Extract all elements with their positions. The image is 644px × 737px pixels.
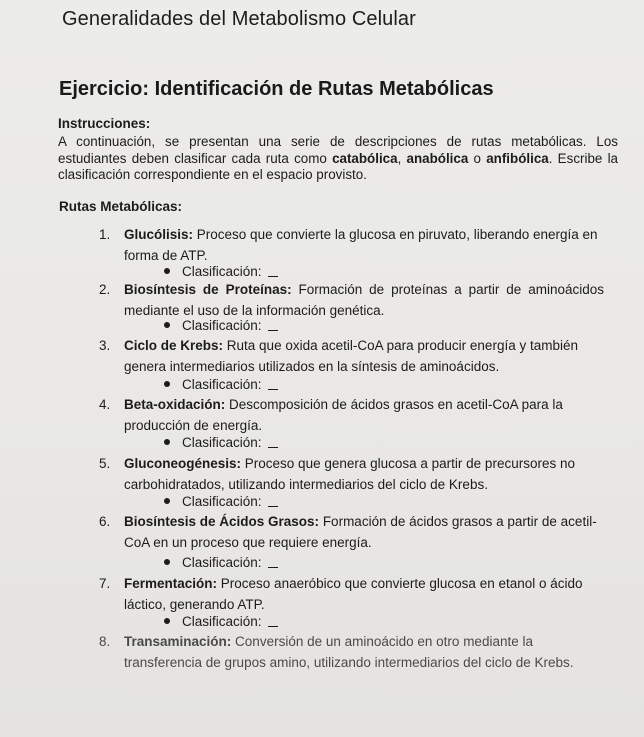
route-description: Proceso anaeróbico que convierte glucosa en etanol o ácido láctico, generando ATP.: [124, 576, 583, 612]
route-name: Biosíntesis de Ácidos Grasos:: [124, 514, 320, 529]
route-name: Biosíntesis de Proteínas:: [124, 282, 292, 297]
route-description: Proceso que genera glucosa a partir de precursores no carbohidratados, utilizando intermediarios del ciclo de Krebs.: [124, 456, 575, 492]
page-title: Generalidades del Metabolismo Celular: [62, 8, 416, 30]
keyword-catabolica: catabólica: [332, 150, 398, 166]
instructions-text: A continuación, se presentan una serie de descripciones de rutas metabólicas. Los estudiantes deben clasificar cada ruta como catabólica, anabólica o anfibólica. Escribe la clasificación correspondiente en el espacio provisto.: [58, 134, 618, 182]
bullet-icon: [164, 439, 170, 445]
bullet-icon: [164, 498, 170, 504]
classification-field[interactable]: Clasificación:: [164, 318, 278, 333]
answer-blank[interactable]: [268, 625, 278, 627]
route-name: Fermentación:: [124, 576, 218, 591]
route-description: Formación de proteínas a partir de aminoácidos mediante el uso de la información genética.: [124, 282, 605, 318]
list-item: 8. Transaminación: Conversión de un aminoácido en otro mediante la transferencia de grupos amino, utilizando intermediarios del ciclo de Krebs.: [99, 634, 574, 670]
instructions-heading: Instrucciones:: [58, 116, 151, 131]
classification-field[interactable]: Clasificación:: [164, 435, 278, 450]
routes-heading: Rutas Metabólicas:: [59, 199, 183, 214]
list-item: 2. Biosíntesis de Proteínas: Formación de proteínas a partir de aminoácidos mediante el uso de la información genética.: [99, 282, 605, 318]
bullet-icon: [164, 381, 170, 387]
bullet-icon: [164, 618, 170, 624]
classification-field[interactable]: Clasificación:: [164, 555, 278, 570]
route-description: Proceso que convierte la glucosa en piruvato, liberando energía en forma de ATP.: [124, 227, 598, 263]
answer-blank[interactable]: [268, 275, 278, 277]
list-item: 7. Fermentación: Proceso anaeróbico que convierte glucosa en etanol o ácido láctico, generando ATP.: [99, 576, 583, 612]
list-item: 5. Gluconeogénesis: Proceso que genera glucosa a partir de precursores no carbohidratados, utilizando intermediarios del ciclo de Krebs.: [99, 456, 575, 492]
list-item: 6. Biosíntesis de Ácidos Grasos: Formación de ácidos grasos a partir de acetil-CoA en un proceso que requiere energía.: [99, 514, 597, 550]
classification-field[interactable]: Clasificación:: [164, 264, 278, 279]
bullet-icon: [164, 559, 170, 565]
route-name: Ciclo de Krebs:: [124, 338, 224, 353]
route-description: Formación de ácidos grasos a partir de acetil-CoA en un proceso que requiere energía.: [124, 514, 597, 550]
route-description: Ruta que oxida acetil-CoA para producir energía y también genera intermediarios utilizados en la síntesis de aminoácidos.: [124, 338, 578, 374]
route-name: Beta-oxidación:: [124, 397, 226, 412]
list-item: 3. Ciclo de Krebs: Ruta que oxida acetil-CoA para producir energía y también genera intermediarios utilizados en la síntesis de aminoácidos.: [99, 338, 578, 374]
exercise-title: Ejercicio: Identificación de Rutas Metabólicas: [59, 78, 494, 100]
keyword-anabolica: anabólica: [406, 150, 469, 166]
bullet-icon: [164, 268, 170, 274]
route-description: Conversión de un aminoácido en otro mediante la transferencia de grupos amino, utilizando intermediarios del ciclo de Krebs.: [124, 634, 574, 670]
answer-blank[interactable]: [268, 505, 278, 507]
list-item: 1. Glucólisis: Proceso que convierte la glucosa en piruvato, liberando energía en forma de ATP.: [99, 227, 598, 263]
keyword-anfibolica: anfibólica: [486, 150, 549, 166]
classification-field[interactable]: Clasificación:: [164, 377, 278, 392]
answer-blank[interactable]: [268, 329, 278, 331]
list-item: 4. Beta-oxidación: Descomposición de ácidos grasos en acetil-CoA para la producción de energía.: [99, 397, 563, 433]
classification-field[interactable]: Clasificación:: [164, 494, 278, 509]
route-name: Transaminación:: [124, 634, 232, 649]
answer-blank[interactable]: [268, 388, 278, 390]
route-name: Glucólisis:: [124, 227, 194, 242]
answer-blank[interactable]: [268, 446, 278, 448]
route-description: Descomposición de ácidos grasos en acetil-CoA para la producción de energía.: [124, 397, 563, 433]
classification-field[interactable]: Clasificación:: [164, 614, 278, 629]
route-name: Gluconeogénesis:: [124, 456, 242, 471]
answer-blank[interactable]: [268, 566, 278, 568]
bullet-icon: [164, 322, 170, 328]
